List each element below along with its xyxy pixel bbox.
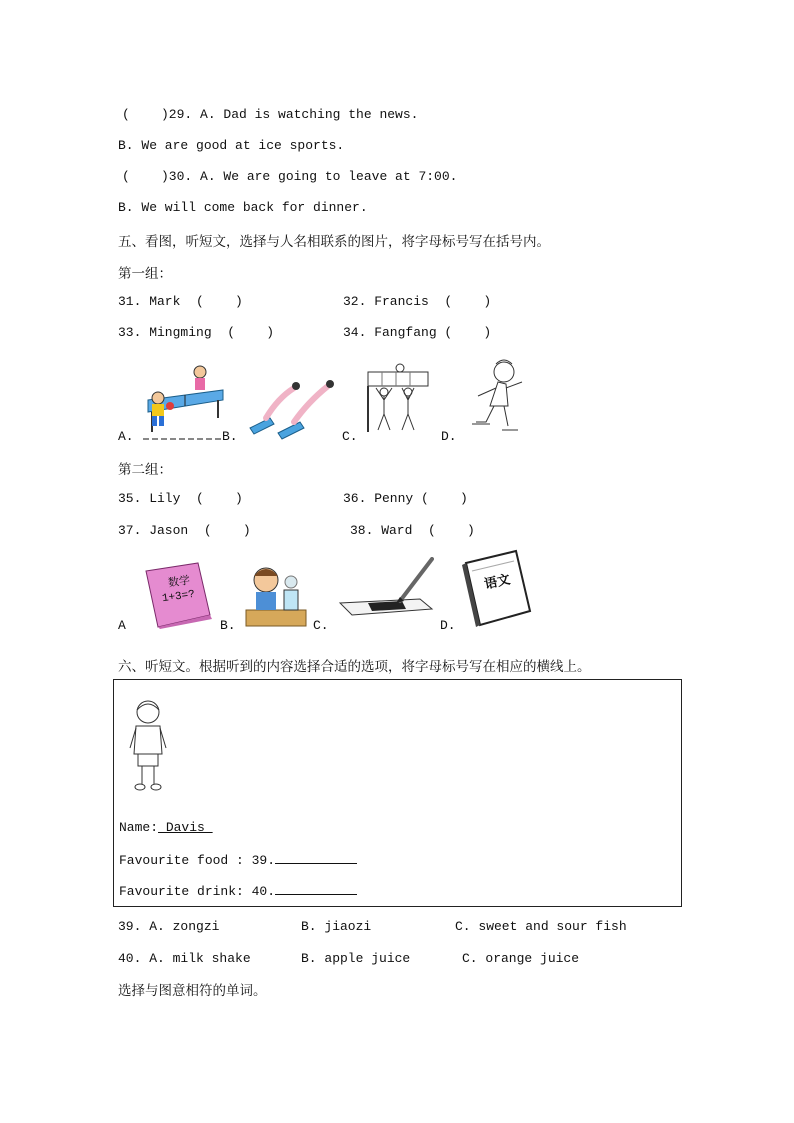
drink-answer-blank[interactable] (275, 882, 357, 895)
painting-brush-icon (338, 557, 434, 619)
group2-title: 第二组： (118, 462, 172, 478)
table-tennis-icon (138, 360, 228, 440)
q34-fangfang: 34. Fangfang ( ) (343, 325, 492, 340)
math-book-icon (140, 561, 216, 629)
math-book-formula: 1+3=? (161, 588, 196, 606)
group2-label-c: C. (313, 618, 329, 633)
q37-jason: 37. Jason ( ) (118, 523, 251, 538)
q32-francis: 32. Francis ( ) (343, 294, 492, 309)
q31-mark: 31. Mark ( ) (118, 294, 243, 309)
volleyball-icon (362, 362, 434, 434)
section6-heading: 六、听短文。根据听到的内容选择合适的选项，将字母标号写在相应的横线上。 (118, 659, 591, 675)
q36-penny: 36. Penny ( ) (343, 491, 468, 506)
drink-label: Favourite drink: 40. (119, 884, 276, 899)
group2-label-d: D. (440, 618, 456, 633)
food-answer-blank[interactable] (275, 851, 357, 864)
math-book-title: 数学 (167, 573, 191, 590)
q39-option-a: 39. A. zongzi (118, 919, 220, 934)
group1-label-c: C. (342, 429, 358, 444)
name-label: Name: (119, 820, 159, 835)
q30-line-b: B. We will come back for dinner. (118, 200, 368, 215)
q39-option-c: C. sweet and sour fish (455, 919, 627, 934)
science-experiment-icon (244, 560, 308, 628)
q30-line-a: ( )30. A. We are going to leave at 7:00. (122, 169, 458, 184)
group1-label-b: B. (222, 429, 238, 444)
q29-line-a: ( )29. A. Dad is watching the news. (122, 107, 419, 122)
group1-label-d: D. (441, 429, 457, 444)
chinese-book-icon (462, 549, 532, 629)
skating-icon (468, 356, 528, 436)
q40-option-a: 40. A. milk shake (118, 951, 251, 966)
drink-row (119, 882, 357, 899)
name-value: Davis (158, 820, 213, 835)
q40-option-c: C. orange juice (462, 951, 580, 966)
section5-heading: 五、看图，听短文，选择与人名相联系的图片，将字母标号写在括号内。 (118, 234, 550, 250)
food-row (119, 851, 357, 868)
name-row (119, 820, 213, 835)
q38-ward: 38. Ward ( ) (350, 523, 475, 538)
profile-card (113, 679, 682, 907)
diving-icon (248, 378, 338, 440)
food-label: Favourite food : 39. (119, 853, 276, 868)
q40-option-b: B. apple juice (301, 951, 411, 966)
footer-instruction: 选择与图意相符的单词。 (118, 983, 267, 999)
group1-title: 第一组： (118, 266, 172, 282)
group2-label-a: A (118, 618, 126, 633)
group1-label-a: A. (118, 429, 134, 444)
q35-lily: 35. Lily ( ) (118, 491, 243, 506)
q29-line-b: B. We are good at ice sports. (118, 138, 345, 153)
q39-option-b: B. jiaozi (301, 919, 372, 934)
group2-label-b: B. (220, 618, 236, 633)
q33-mingming: 33. Mingming ( ) (118, 325, 275, 340)
boy-figure-icon (128, 698, 168, 794)
chinese-book-title: 语文 (483, 572, 512, 593)
